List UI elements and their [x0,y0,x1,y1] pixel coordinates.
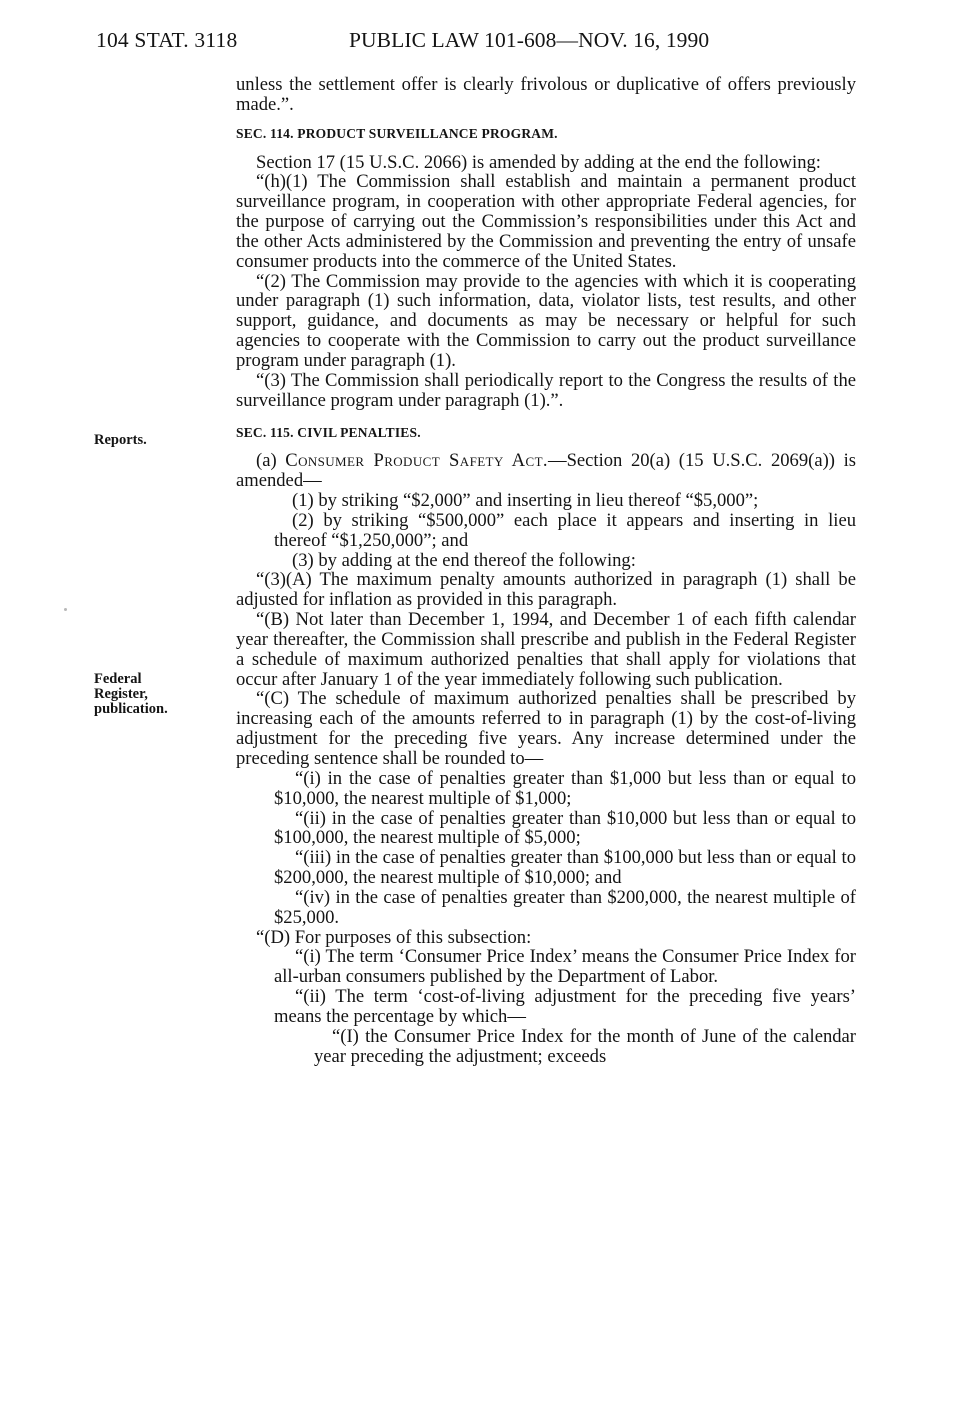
clause-c-i: “(i) in the case of penalties greater than $1,000 but less than or equal to $10,000, the nearest multiple of $1,000; [274,767,856,809]
subsection-a-text: —Section 20(a) (15 U.S.C. 2069(a)) is amended— [236,450,856,492]
section-114-heading: SEC. 114. PRODUCT SURVEILLANCE PROGRAM. [236,125,558,141]
amendment-item-1: (1) by striking “$2,000” and inserting in lieu thereof “$5,000”; [292,490,759,512]
clause-c-ii: “(ii) in the case of penalties greater than $10,000 but less than or equal to $100,000, the nearest multiple of $5,000; [274,807,856,849]
paragraph-C: “(C) The schedule of maximum authorized penalties shall be prescribed by increasing each of the amounts referred to in paragraph (1) by the cost-of-living adjustment for the preceding five years. Any increase determined under the preceding sentence shall be rounded to— [236,688,856,769]
subclause-d-I: “(I) the Consumer Price Index for the month of June of the calendar year preceding the adjustment; exceeds [314,1025,856,1067]
section-114-intro: Section 17 (15 U.S.C. 2066) is amended by adding at the end the following: [256,151,821,173]
subsection-a-caption: Consumer Product Safety Act. [285,450,548,472]
subsection-a-label: (a) [256,450,277,472]
amendment-item-2: (2) by striking “$500,000” each place it appears and inserting in lieu thereof “$1,250,000”; and [274,509,856,551]
section-115-heading: SEC. 115. CIVIL PENALTIES. [236,424,421,440]
paragraph-h1: “(h)(1) The Commission shall establish and maintain a permanent product surveillance program, in cooperation with other appropriate Federal agencies, for the purpose of carrying out the Commission’s responsibilities under this Act and the other Acts administered by the Commission and preventing the entry of unsafe consumer products into the commerce of the United States. [236,171,856,272]
margin-note-reports: Reports. [94,432,147,448]
paragraph-B: “(B) Not later than December 1, 1994, and December 1 of each fifth calendar year thereafter, the Commission shall prescribe and publish in the Federal Register a schedule of maximum authorized penalties that shall apply for violations that occur after January 1 of the year immediately following such publication. [236,609,856,690]
clause-d-ii: “(ii) The term ‘cost-of-living adjustment for the preceding five years’ means the percentage by which— [274,986,856,1027]
public-law-title: PUBLIC LAW 101-608—NOV. 16, 1990 [349,28,710,52]
running-header [96,28,856,58]
margin-note-federal-register [94,672,168,717]
statute-body [236,75,856,1067]
amendment-item-3: (3) by adding at the end thereof the following: [292,549,636,571]
scan-speck [64,608,67,611]
statute-page-number: 104 STAT. 3118 [96,28,238,52]
margin-note-line: publication. [94,701,168,717]
paragraph-h2: “(2) The Commission may provide to the agencies with which it is cooperating under paragraph (1) such information, data, violator lists, test results, and other support, guidance, and documents as may be necessary or helpful for such agencies to cooperate with the Commission to carry out the product surveillance program under paragraph (1). [236,270,856,371]
clause-c-iii: “(iii) in the case of penalties greater than $100,000 but less than or equal to $200,000, the nearest multiple of $10,000; and [274,847,856,889]
continued-paragraph: unless the settlement offer is clearly frivolous or duplicative of offers previously made.”. [236,74,856,115]
paragraph-D: “(D) For purposes of this subsection: [256,926,532,948]
paragraph-3A: “(3)(A) The maximum penalty amounts authorized in paragraph (1) shall be adjusted for inflation as provided in this paragraph. [236,569,856,611]
margin-note-line: Federal [94,671,142,687]
margin-note-line: Register, [94,686,148,702]
clause-c-iv: “(iv) in the case of penalties greater than $200,000, the nearest multiple of $25,000. [274,886,856,928]
subsection-a [236,451,856,491]
paragraph-h3: “(3) The Commission shall periodically report to the Congress the results of the surveillance program under paragraph (1).”. [236,369,856,411]
clause-d-i: “(i) The term ‘Consumer Price Index’ means the Consumer Price Index for all-urban consumers published by the Department of Labor. [274,946,856,988]
